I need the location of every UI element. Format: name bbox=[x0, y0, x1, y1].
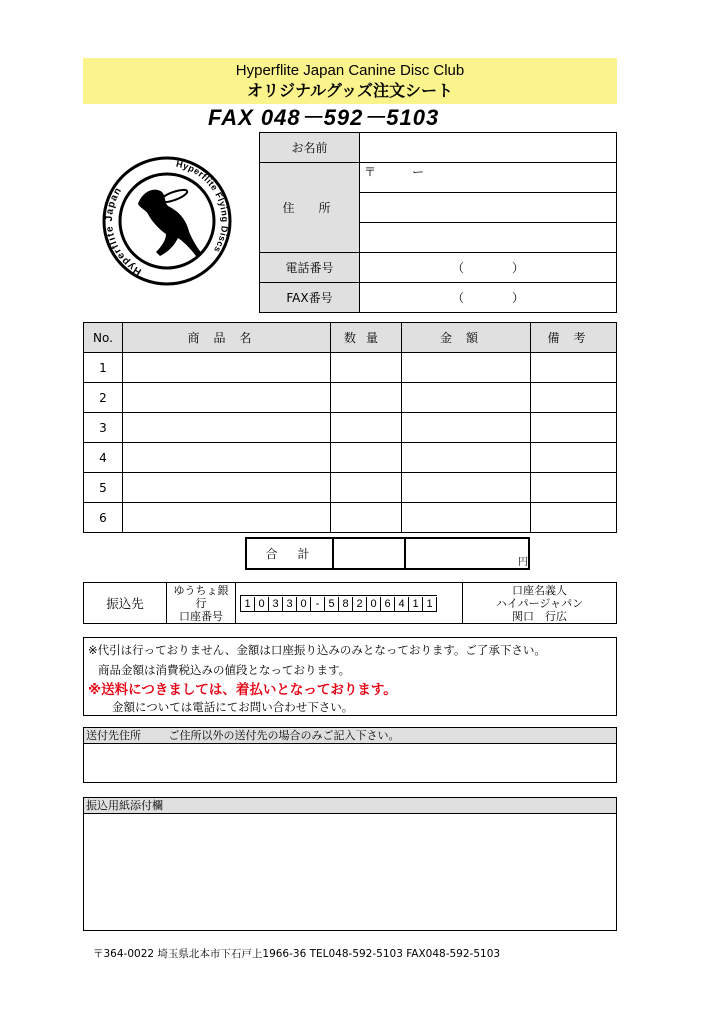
remarks-cell[interactable] bbox=[531, 353, 617, 383]
account-number bbox=[236, 583, 463, 624]
row-number: 1 bbox=[84, 353, 123, 383]
col-amount: 金額 bbox=[402, 323, 531, 353]
shipping-header bbox=[84, 728, 616, 744]
amount-cell[interactable] bbox=[402, 503, 531, 533]
row-number: 6 bbox=[84, 503, 123, 533]
digit: 0 bbox=[367, 597, 381, 611]
table-row bbox=[84, 413, 617, 443]
fax-field[interactable] bbox=[360, 283, 617, 313]
col-no: No. bbox=[84, 323, 123, 353]
holder-line-1: 口座名義人 bbox=[512, 583, 567, 597]
quantity-cell[interactable] bbox=[331, 413, 402, 443]
digit: - bbox=[311, 597, 325, 611]
payment-label: 振込先 bbox=[84, 583, 167, 624]
items-table bbox=[83, 322, 617, 533]
digit: 6 bbox=[381, 597, 395, 611]
quantity-cell[interactable] bbox=[331, 473, 402, 503]
bank-line-2: 行 bbox=[195, 596, 207, 610]
address-line-3[interactable] bbox=[360, 223, 617, 253]
digit: 2 bbox=[353, 597, 367, 611]
phone-placeholder: （ ） bbox=[451, 261, 524, 275]
product-cell[interactable] bbox=[123, 473, 331, 503]
attach-box bbox=[83, 797, 617, 931]
total-quantity[interactable] bbox=[333, 538, 405, 569]
remarks-cell[interactable] bbox=[531, 503, 617, 533]
bank-line-1: ゆうちょ銀 bbox=[173, 583, 229, 597]
remarks-cell[interactable] bbox=[531, 443, 617, 473]
club-logo bbox=[102, 156, 232, 286]
quantity-cell[interactable] bbox=[331, 503, 402, 533]
payment-table bbox=[83, 582, 617, 624]
form-header bbox=[83, 58, 617, 104]
shipping-label: 送付先住所 bbox=[86, 729, 141, 742]
dog-silhouette-icon bbox=[138, 190, 202, 256]
note-line-2: 商品金額は消費税込みの値段となっております。 bbox=[98, 663, 351, 677]
amount-cell[interactable] bbox=[402, 443, 531, 473]
address-label: 住 所 bbox=[260, 163, 360, 253]
customer-info-table bbox=[259, 132, 617, 313]
phone-label: 電話番号 bbox=[260, 253, 360, 283]
amount-cell[interactable] bbox=[402, 413, 531, 443]
digit: 3 bbox=[283, 597, 297, 611]
digit: 8 bbox=[339, 597, 353, 611]
row-number: 2 bbox=[84, 383, 123, 413]
note-line-1: ※代引は行っておりません、金額は口座振り込みのみとなっております。ご了承下さい。 bbox=[88, 643, 546, 657]
amount-cell[interactable] bbox=[402, 473, 531, 503]
account-holder bbox=[463, 583, 617, 624]
quantity-cell[interactable] bbox=[331, 353, 402, 383]
product-cell[interactable] bbox=[123, 443, 331, 473]
fax-label: FAX番号 bbox=[260, 283, 360, 313]
remarks-cell[interactable] bbox=[531, 383, 617, 413]
remarks-cell[interactable] bbox=[531, 413, 617, 443]
table-row bbox=[84, 503, 617, 533]
row-number: 5 bbox=[84, 473, 123, 503]
table-row bbox=[84, 473, 617, 503]
notes-box bbox=[83, 637, 617, 716]
name-label: お名前 bbox=[260, 133, 360, 163]
note-line-4: 金額については電話にてお問い合わせ下さい。 bbox=[112, 700, 354, 714]
shipping-note: ご住所以外の送付先の場合のみご記入下さい。 bbox=[168, 729, 400, 742]
postal-mark: 〒 ー bbox=[364, 165, 425, 179]
digit: 1 bbox=[423, 597, 437, 611]
shipping-address-field[interactable] bbox=[84, 744, 616, 784]
address-line-2[interactable] bbox=[360, 193, 617, 223]
product-cell[interactable] bbox=[123, 383, 331, 413]
total-table bbox=[245, 537, 530, 570]
postal-code-field[interactable] bbox=[360, 163, 617, 193]
attach-area[interactable] bbox=[84, 814, 616, 931]
digit: 3 bbox=[269, 597, 283, 611]
digit: 0 bbox=[297, 597, 311, 611]
footer-address: 〒364-0022 埼玉県北本市下石戸上1966-36 TEL048-592-5103 FAX048-592-5103 bbox=[93, 948, 501, 960]
total-label: 合 計 bbox=[246, 538, 333, 569]
attach-label: 振込用紙添付欄 bbox=[84, 798, 616, 814]
row-number: 3 bbox=[84, 413, 123, 443]
form-title: オリジナルグッズ注文シート bbox=[246, 81, 454, 100]
holder-line-3: 関口 行広 bbox=[512, 609, 567, 623]
yen-unit: 円 bbox=[518, 557, 528, 568]
phone-field[interactable] bbox=[360, 253, 617, 283]
disc-icon bbox=[159, 187, 188, 204]
col-quantity: 数量 bbox=[331, 323, 402, 353]
digit: 1 bbox=[241, 597, 255, 611]
remarks-cell[interactable] bbox=[531, 473, 617, 503]
col-remarks: 備考 bbox=[531, 323, 617, 353]
amount-cell[interactable] bbox=[402, 353, 531, 383]
total-amount[interactable] bbox=[405, 538, 529, 569]
table-row bbox=[84, 383, 617, 413]
product-cell[interactable] bbox=[123, 503, 331, 533]
digit: 0 bbox=[255, 597, 269, 611]
col-product: 商品名 bbox=[123, 323, 331, 353]
note-line-3: ※送料につきましては、着払いとなっております。 bbox=[88, 682, 397, 698]
row-number: 4 bbox=[84, 443, 123, 473]
digit: 1 bbox=[409, 597, 423, 611]
product-cell[interactable] bbox=[123, 353, 331, 383]
bank-line-3: 口座番号 bbox=[179, 609, 223, 623]
fax-number: FAX 048－592－5103 bbox=[208, 105, 440, 130]
amount-cell[interactable] bbox=[402, 383, 531, 413]
digit: 4 bbox=[395, 597, 409, 611]
holder-line-2: ハイパージャパン bbox=[495, 596, 584, 610]
fax-placeholder: （ ） bbox=[451, 291, 524, 305]
account-digits bbox=[240, 595, 437, 612]
digit: 5 bbox=[325, 597, 339, 611]
table-row bbox=[84, 353, 617, 383]
quantity-cell[interactable] bbox=[331, 383, 402, 413]
product-cell[interactable] bbox=[123, 413, 331, 443]
quantity-cell[interactable] bbox=[331, 443, 402, 473]
club-name: Hyperflite Japan Canine Disc Club bbox=[235, 62, 465, 79]
bank-name bbox=[167, 583, 236, 624]
shipping-box bbox=[83, 727, 617, 783]
logo-text-right: Hyperflite Flying Discs bbox=[175, 158, 231, 255]
name-field[interactable] bbox=[360, 133, 617, 163]
table-row bbox=[84, 443, 617, 473]
logo-text-left: Hyperflite Japan bbox=[103, 185, 144, 277]
